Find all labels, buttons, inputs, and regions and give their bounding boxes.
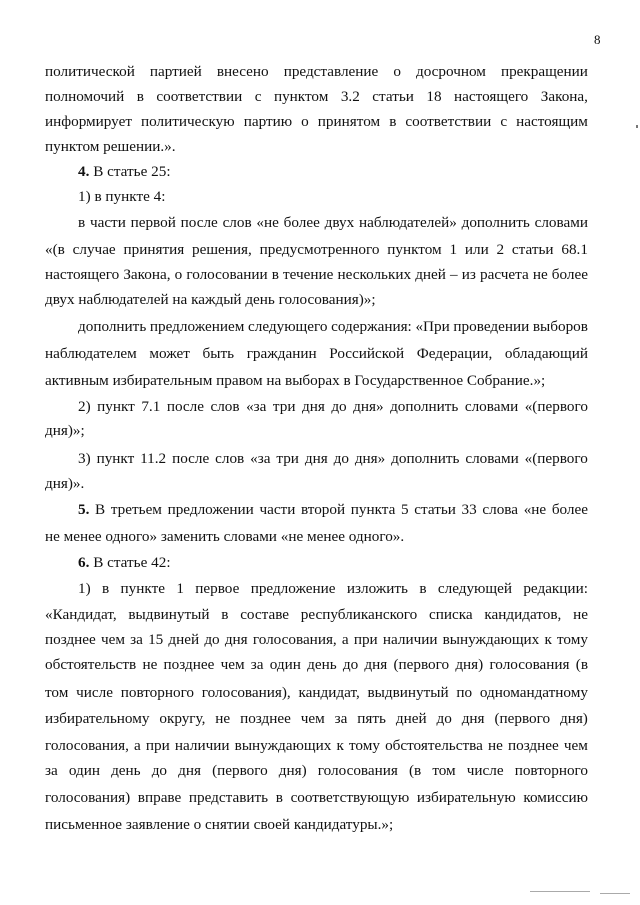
- word: более: [551, 501, 588, 518]
- text-line: 1) в пункте 4:: [78, 188, 166, 205]
- word: или: [464, 241, 489, 258]
- word: статьи: [511, 241, 554, 258]
- word: наблюдателей»: [358, 214, 457, 231]
- word: дня: [461, 710, 485, 727]
- word: двух: [324, 214, 355, 231]
- word: кандидатов,: [484, 606, 562, 623]
- word: чем: [563, 737, 588, 754]
- word: по: [456, 684, 473, 701]
- text-line: [45, 655, 588, 675]
- word: предложением: [149, 318, 245, 335]
- word: предложение: [250, 580, 336, 597]
- word: случае: [72, 241, 116, 258]
- word: слов: [215, 450, 245, 467]
- word: голосования,: [252, 631, 337, 648]
- word: из: [461, 266, 476, 283]
- word: выдвинутый: [367, 684, 449, 701]
- word: один: [68, 762, 100, 779]
- word: за: [250, 656, 264, 673]
- word: словами: [464, 398, 519, 415]
- word: обстоятельства: [385, 737, 483, 754]
- word: расчета: [479, 266, 529, 283]
- word: наблюдателем: [45, 345, 137, 362]
- word: после: [166, 398, 204, 415]
- word: повторного: [120, 684, 195, 701]
- word: полномочий: [45, 88, 125, 105]
- word: повторного: [514, 762, 588, 779]
- word: «за: [250, 450, 271, 467]
- text-line: пунктом решении.».: [45, 138, 176, 155]
- word: выдвинутый: [128, 606, 210, 623]
- word: предложении: [167, 501, 254, 518]
- word: дня): [278, 762, 307, 779]
- word: решения,: [192, 241, 252, 258]
- word: принятия: [123, 241, 185, 258]
- word: внесено: [216, 63, 269, 80]
- word: слов: [222, 214, 252, 231]
- word: словами: [534, 214, 588, 231]
- word: (первого: [212, 762, 268, 779]
- word: (первого: [494, 710, 551, 727]
- word: не: [487, 737, 503, 754]
- word: соответствии: [405, 113, 492, 130]
- word: день: [111, 762, 141, 779]
- word: «Кандидат,: [45, 606, 117, 623]
- text-line: [78, 579, 588, 599]
- word: одномандатному: [479, 684, 588, 701]
- word: 3): [78, 450, 91, 467]
- word: «не: [523, 501, 547, 518]
- word: 11.2: [140, 450, 167, 467]
- word: политическую: [141, 113, 235, 130]
- word: дней: [415, 266, 446, 283]
- text-line: [78, 397, 588, 417]
- word: в: [419, 580, 427, 597]
- word: 33: [461, 501, 477, 518]
- word: словами: [465, 450, 519, 467]
- word: «(в: [45, 241, 65, 258]
- word: (в: [575, 656, 588, 673]
- word: три: [272, 398, 296, 415]
- word: редакции:: [523, 580, 588, 597]
- word: обстоятельств: [45, 656, 137, 673]
- word: к: [544, 631, 552, 648]
- word: числе: [76, 684, 113, 701]
- word: первое: [195, 580, 240, 597]
- word: голосовании: [186, 266, 268, 283]
- text-line: [78, 213, 588, 233]
- word: пункт: [97, 398, 135, 415]
- word: до: [342, 656, 359, 673]
- word: 1): [78, 580, 91, 597]
- word: избирательную: [416, 789, 516, 806]
- word: нескольких: [337, 266, 412, 283]
- text-line: [45, 683, 588, 703]
- word: дней: [168, 631, 200, 648]
- text-line: [78, 553, 171, 573]
- word: комиссию: [523, 789, 588, 806]
- word: прекращении: [500, 63, 588, 80]
- text-line: [45, 605, 588, 625]
- word: более: [283, 214, 320, 231]
- word: один: [269, 656, 301, 673]
- word: чем: [220, 656, 245, 673]
- text-line: [45, 62, 588, 82]
- word: избирательному: [45, 710, 150, 727]
- word: голосования): [45, 789, 131, 806]
- word: пункт: [96, 450, 135, 467]
- word: а: [134, 737, 141, 754]
- word: списка: [429, 606, 473, 623]
- word: дня: [178, 762, 201, 779]
- word: 7.1: [141, 398, 161, 415]
- section-number: 5.: [78, 501, 90, 518]
- word: 1: [449, 241, 458, 258]
- text-line: не менее одного» заменить словами «не менее одного».: [45, 528, 405, 545]
- word: составе: [240, 606, 290, 623]
- word: быть: [202, 345, 235, 362]
- word: дня»: [353, 398, 384, 415]
- word: пункте: [120, 580, 165, 597]
- word: настоящего: [45, 266, 120, 283]
- word: в: [275, 789, 283, 806]
- word: вправе: [137, 789, 182, 806]
- text-line: [45, 112, 588, 132]
- word: округу,: [159, 710, 206, 727]
- word: 2: [496, 241, 505, 258]
- word: позднее: [240, 710, 291, 727]
- text-line: [45, 709, 588, 729]
- word: три: [276, 450, 299, 467]
- word: с: [254, 88, 262, 105]
- word: до: [436, 710, 452, 727]
- word: до: [333, 450, 349, 467]
- word: выборов: [532, 318, 588, 335]
- word: «(первого: [524, 398, 588, 415]
- section-heading-text: В статье 25:: [89, 163, 171, 180]
- word: информирует: [45, 113, 132, 130]
- word: после: [172, 450, 210, 467]
- text-line: двух наблюдателей на каждый день голосования)»;: [45, 291, 376, 308]
- word: Российской: [329, 345, 405, 362]
- word: день: [307, 656, 337, 673]
- word: в: [136, 88, 144, 105]
- scan-mark: [600, 893, 630, 894]
- word: пунктом: [273, 88, 329, 105]
- text-line: [78, 449, 588, 469]
- word: партию: [243, 113, 293, 130]
- section-heading-text: В статье 42:: [89, 554, 171, 571]
- word: до: [331, 398, 347, 415]
- word: «не: [256, 214, 279, 231]
- word: а: [341, 631, 349, 648]
- word: гражданин: [246, 345, 317, 362]
- text-line: [78, 317, 588, 337]
- word: Федерации,: [416, 345, 493, 362]
- word: 3.2: [340, 88, 360, 105]
- word: в: [271, 266, 279, 283]
- word: в: [102, 580, 110, 597]
- text-line: дня)»;: [45, 422, 85, 439]
- word: второй: [300, 501, 346, 518]
- word: том: [432, 762, 456, 779]
- word: не: [532, 266, 548, 283]
- word: досрочном: [415, 63, 486, 80]
- word: чем: [100, 631, 125, 648]
- word: не: [142, 656, 158, 673]
- word: позднее: [507, 737, 559, 754]
- word: в: [389, 113, 397, 130]
- word: за: [130, 631, 143, 648]
- scan-mark: [530, 891, 590, 892]
- word: (первого: [393, 656, 450, 673]
- word: пунктом: [387, 241, 442, 258]
- word: чем: [300, 710, 325, 727]
- text-line: [45, 630, 588, 650]
- word: изложить: [346, 580, 408, 597]
- word: за: [45, 762, 58, 779]
- text-line: [45, 265, 588, 285]
- section-number: 4.: [78, 163, 90, 180]
- word: части: [89, 214, 126, 231]
- word: за: [334, 710, 348, 727]
- word: дней: [395, 710, 427, 727]
- word: третьем: [110, 501, 162, 518]
- word: слова: [482, 501, 519, 518]
- word: дня: [224, 631, 248, 648]
- word: до: [151, 762, 168, 779]
- word: «за: [246, 398, 267, 415]
- word: 18: [426, 88, 442, 105]
- word: первой: [130, 214, 176, 231]
- word: Закона,: [123, 266, 171, 283]
- word: проведении: [453, 318, 530, 335]
- word: дня: [364, 656, 388, 673]
- word: настоящим: [516, 113, 588, 130]
- word: дополнить: [391, 450, 460, 467]
- section-number: 6.: [78, 554, 90, 571]
- word: позднее: [45, 631, 96, 648]
- word: дня»: [354, 450, 386, 467]
- word: вынуждающих: [442, 631, 540, 648]
- word: партией: [149, 63, 202, 80]
- word: 1: [176, 580, 184, 597]
- word: дня): [559, 710, 588, 727]
- word: не: [573, 606, 588, 623]
- word: том: [45, 684, 69, 701]
- text-line: [45, 87, 588, 107]
- word: «При: [415, 318, 450, 335]
- word: дня: [304, 450, 328, 467]
- word: 68.1: [561, 241, 588, 258]
- word: пять: [357, 710, 386, 727]
- word: с: [500, 113, 508, 130]
- word: дня): [455, 656, 484, 673]
- word: следующей: [437, 580, 512, 597]
- word: наличии: [174, 737, 230, 754]
- word: кандидат,: [298, 684, 360, 701]
- text-line: письменное заявление о снятии своей кандидатуры.»;: [45, 816, 394, 833]
- word: «(первого: [524, 450, 588, 467]
- page-number: 8: [594, 32, 601, 47]
- word: части: [259, 501, 296, 518]
- text-line: активным избирательным правом на выборах в Государственное Собрание.»;: [45, 372, 546, 389]
- word: 2): [78, 398, 91, 415]
- word: позднее: [163, 656, 215, 673]
- text-line: дня)».: [45, 475, 85, 492]
- word: в: [78, 214, 86, 231]
- word: до: [204, 631, 220, 648]
- word: В: [95, 501, 106, 518]
- text-line: [45, 736, 588, 756]
- word: следующего: [248, 318, 328, 335]
- scan-mark: [636, 125, 638, 128]
- word: течение: [282, 266, 334, 283]
- word: представить: [188, 789, 269, 806]
- word: после: [180, 214, 218, 231]
- word: о: [393, 63, 401, 80]
- word: статьи: [414, 501, 456, 518]
- word: более: [551, 266, 588, 283]
- word: голосования: [317, 762, 398, 779]
- word: дополнить: [78, 318, 147, 335]
- word: наличии: [382, 631, 438, 648]
- word: предусмотренного: [259, 241, 380, 258]
- text-line: [45, 761, 588, 781]
- word: статьи: [372, 88, 414, 105]
- word: 5: [401, 501, 409, 518]
- word: вынуждающих: [234, 737, 332, 754]
- word: настоящего: [454, 88, 529, 105]
- word: дня: [301, 398, 325, 415]
- word: (в: [408, 762, 422, 779]
- word: голосования: [489, 656, 570, 673]
- word: республиканского: [300, 606, 418, 623]
- text-line: [45, 788, 588, 808]
- word: тому: [348, 737, 380, 754]
- word: о: [301, 113, 309, 130]
- word: представление: [283, 63, 379, 80]
- word: соответствии: [156, 88, 243, 105]
- word: не: [215, 710, 231, 727]
- word: может: [149, 345, 190, 362]
- word: пункта: [350, 501, 396, 518]
- text-line: [78, 162, 171, 182]
- word: дополнить: [461, 214, 530, 231]
- word: политической: [45, 63, 135, 80]
- word: принятом: [317, 113, 381, 130]
- text-line: [45, 344, 588, 364]
- word: при: [145, 737, 170, 754]
- word: числе: [466, 762, 504, 779]
- word: при: [353, 631, 378, 648]
- text-line: [45, 240, 588, 260]
- word: обладающий: [504, 345, 588, 362]
- word: в: [221, 606, 229, 623]
- word: тому: [557, 631, 588, 648]
- word: Закона,: [540, 88, 588, 105]
- text-line: [78, 500, 588, 520]
- word: голосования),: [201, 684, 291, 701]
- word: дополнить: [390, 398, 459, 415]
- word: соответствующую: [290, 789, 410, 806]
- word: –: [450, 266, 458, 283]
- word: о: [174, 266, 183, 283]
- word: слов: [210, 398, 240, 415]
- word: 15: [148, 631, 164, 648]
- word: содержания:: [331, 318, 412, 335]
- word: голосования,: [45, 737, 129, 754]
- word: к: [336, 737, 344, 754]
